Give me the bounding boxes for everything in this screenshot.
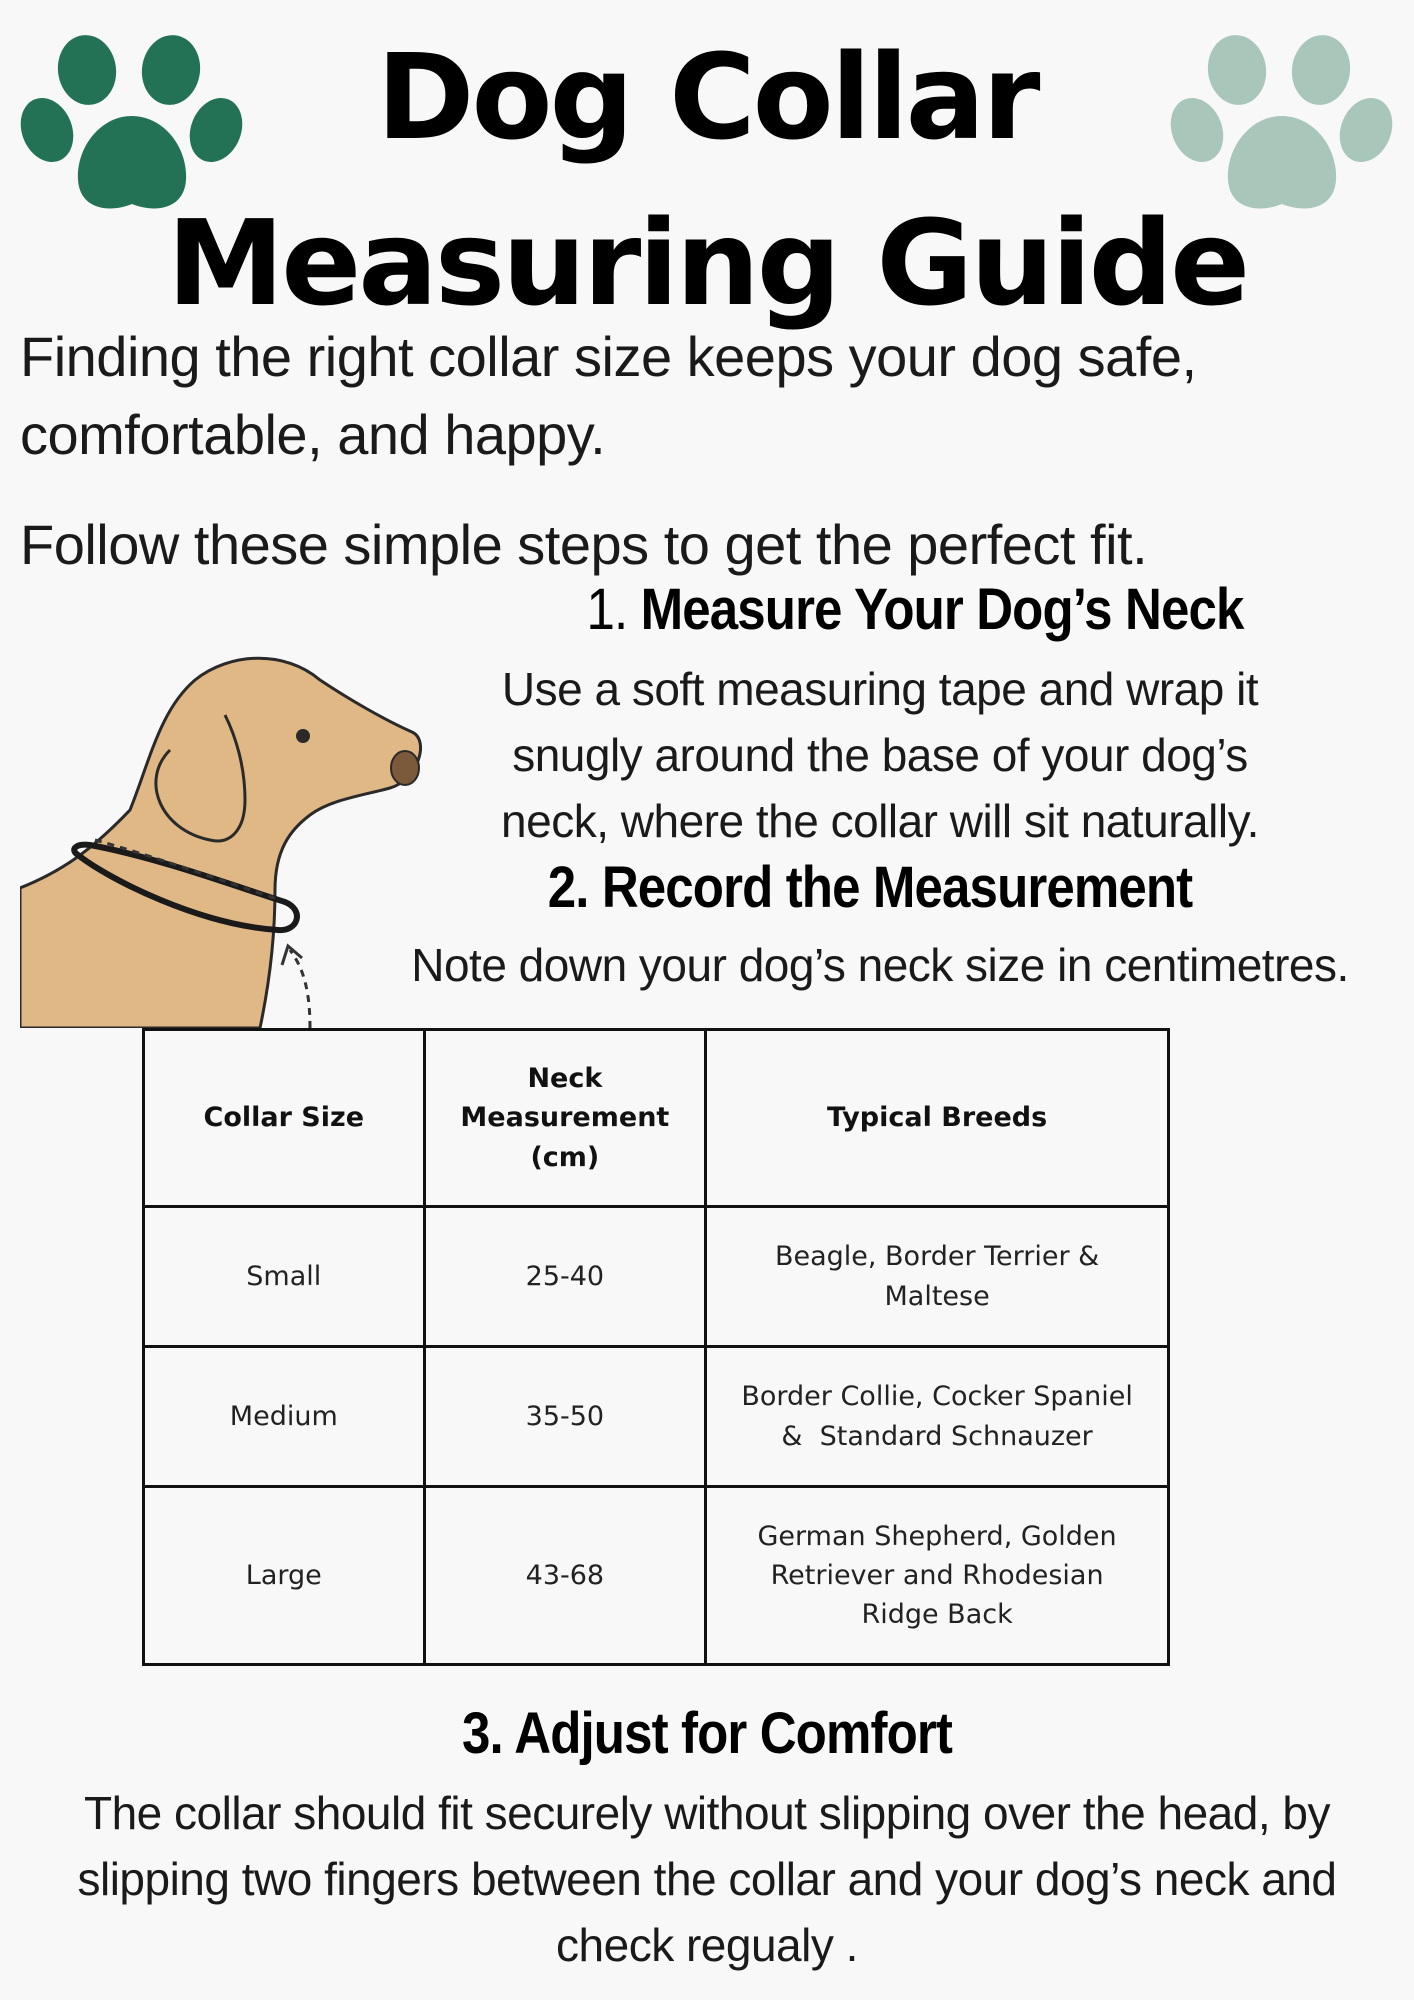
cell-breeds	[706, 1207, 1169, 1347]
arrow-dashes	[290, 950, 310, 1028]
step-1-title: Measure Your Dog’s Neck	[640, 577, 1244, 642]
step-3-body	[40, 1780, 1374, 1979]
cell-size: Large	[144, 1487, 425, 1665]
table-row	[144, 1207, 1169, 1347]
step-2-title: Record the Measurement	[601, 855, 1193, 920]
step-2-body	[380, 932, 1380, 998]
step-1-body-line: Use a soft measuring tape and wrap it	[501, 663, 1259, 715]
dog-with-collar-illustration	[20, 640, 440, 1028]
collar-size-table	[142, 1028, 1170, 1666]
header-collar-size: Collar Size	[144, 1030, 425, 1207]
step-1-body-line: neck, where the collar will sit naturally.	[501, 795, 1259, 848]
step-1-heading	[497, 576, 1333, 643]
step-1-body-line: snugly around the base of your dog’s	[512, 729, 1248, 782]
step-1-number: 1.	[586, 577, 628, 642]
step-3-body-line: slipping two fingers between the collar and your dog’s neck and	[77, 1853, 1337, 1906]
dog-nose	[391, 751, 419, 785]
table-header-row	[144, 1030, 1169, 1207]
dog-eye	[296, 729, 310, 743]
cell-size: Small	[144, 1207, 425, 1347]
breeds-line: Ridge Back	[861, 1599, 1013, 1631]
breeds-line: Beagle, Border Terrier &	[774, 1241, 1100, 1273]
header-neck-line: Measurement	[460, 1102, 670, 1134]
breeds-line: German Shepherd, Golden	[757, 1520, 1117, 1552]
cell-size: Medium	[144, 1347, 425, 1487]
step-2-number: 2.	[547, 855, 589, 920]
step-2-heading	[492, 854, 1249, 921]
cell-breeds	[706, 1487, 1169, 1665]
header-neck-line: Neck	[527, 1063, 603, 1095]
step-3-body-line: check regualy .	[556, 1919, 858, 1972]
step-2-body-line: Note down your dog’s neck size in centimetres.	[411, 939, 1349, 991]
intro-line-1: Finding the right collar size keeps your dog safe,	[20, 325, 1197, 388]
breeds-line: Border Collie, Cocker Spaniel	[741, 1381, 1133, 1413]
breeds-line: & Standard Schnauzer	[781, 1420, 1093, 1452]
cell-neck: 43-68	[424, 1487, 706, 1665]
step-1-body	[440, 656, 1320, 855]
page-title-line-1: Dog Collar	[376, 28, 1038, 166]
cell-neck: 25-40	[424, 1207, 706, 1347]
breeds-line: Maltese	[884, 1280, 990, 1312]
step-3-title: Adjust for Comfort	[514, 1701, 953, 1766]
step-3-heading	[85, 1700, 1329, 1767]
header-neck-line: (cm)	[530, 1141, 600, 1173]
step-3-body-line: The collar should fit securely without slipping over the head, by	[84, 1787, 1330, 1839]
table-row	[144, 1487, 1169, 1665]
step-3-number: 3.	[461, 1701, 503, 1766]
cell-neck: 35-50	[424, 1347, 706, 1487]
intro-line-2: comfortable, and happy.	[20, 403, 606, 466]
intro-line-3: Follow these simple steps to get the perfect fit.	[20, 513, 1148, 576]
breeds-line: Retriever and Rhodesian	[770, 1559, 1104, 1591]
header-typical-breeds: Typical Breeds	[706, 1030, 1169, 1207]
page-title-line-2: Measuring Guide	[166, 194, 1248, 332]
cell-breeds	[706, 1347, 1169, 1487]
header-neck-measurement	[424, 1030, 706, 1207]
table-row	[144, 1347, 1169, 1487]
